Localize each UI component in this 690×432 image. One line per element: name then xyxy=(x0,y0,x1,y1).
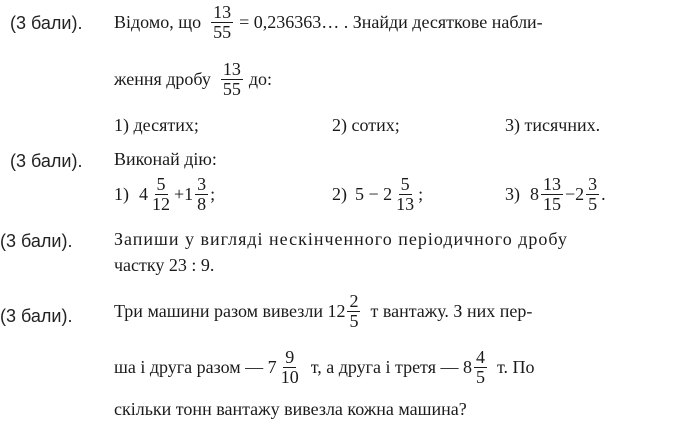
expression-text: 5 − 2 xyxy=(355,183,393,204)
problem-text-line xyxy=(114,3,543,42)
fraction xyxy=(279,348,301,387)
fraction-denominator: 5 xyxy=(475,366,485,387)
problem-text: Виконай дію: xyxy=(114,149,217,169)
fraction-numerator: 4 xyxy=(475,347,485,367)
fraction-denominator: 5 xyxy=(349,310,359,331)
problem-points: (3 бали). xyxy=(0,231,73,251)
fraction-denominator: 8 xyxy=(197,193,207,214)
item-label: 1) xyxy=(114,183,129,204)
fraction-numerator: 3 xyxy=(197,174,207,194)
fraction-denominator: 55 xyxy=(213,21,232,42)
problem-text: Запиши у вигляді нескінченного періодичного дробу xyxy=(114,229,568,249)
punctuation: . xyxy=(601,183,606,204)
whole-number: 8 xyxy=(530,183,539,204)
fraction-numerator: 5 xyxy=(156,174,166,194)
expression-1 xyxy=(114,175,215,214)
problem-text-line xyxy=(114,348,534,387)
problem-points: (3 бали). xyxy=(10,151,83,171)
whole-number: 2 xyxy=(575,183,585,204)
fraction xyxy=(195,175,208,214)
option: 3) тисячних. xyxy=(505,115,601,135)
fraction-denominator: 15 xyxy=(543,193,561,214)
operator: + xyxy=(174,183,185,204)
problem-text: т, а друга і третя — 8 xyxy=(310,356,472,377)
item-label: 2) xyxy=(332,183,347,204)
fraction xyxy=(586,175,599,214)
problem-text: ша і друга разом — 7 xyxy=(114,356,277,377)
fraction xyxy=(211,3,233,42)
fraction xyxy=(474,348,487,387)
whole-number: 1 xyxy=(184,183,194,204)
fraction xyxy=(541,175,563,214)
option: 2) сотих; xyxy=(332,115,400,135)
problem-text: до: xyxy=(248,68,273,89)
whole-number: 4 xyxy=(139,183,148,204)
problem-text-line xyxy=(114,60,272,99)
fraction-numerator: 2 xyxy=(349,291,359,311)
fraction xyxy=(221,60,243,99)
operator: − xyxy=(565,183,576,204)
problem-text: Відомо, що xyxy=(114,11,202,32)
punctuation: ; xyxy=(418,183,424,204)
problem-text: ження дробу xyxy=(114,68,211,89)
punctuation: ; xyxy=(210,183,216,204)
problem-text: т вантажу. З них пер- xyxy=(370,300,533,321)
expression-2 xyxy=(332,175,423,214)
problem-points: (3 бали). xyxy=(0,306,73,326)
fraction-denominator: 13 xyxy=(396,193,415,214)
fraction-numerator: 13 xyxy=(222,59,241,79)
problem-text-line xyxy=(114,292,532,331)
fraction-denominator: 55 xyxy=(222,78,241,99)
fraction-numerator: 13 xyxy=(213,2,232,22)
fraction-denominator: 5 xyxy=(588,193,598,214)
problem-text: скільки тонн вантажу вивезла кожна машина? xyxy=(114,399,467,419)
fraction-numerator: 9 xyxy=(285,347,295,367)
fraction-numerator: 3 xyxy=(588,174,598,194)
fraction-denominator: 12 xyxy=(152,193,170,214)
fraction-denominator: 10 xyxy=(280,366,299,387)
fraction-numerator: 13 xyxy=(543,174,561,194)
fraction xyxy=(150,175,172,214)
fraction-numerator: 5 xyxy=(400,174,410,194)
item-label: 3) xyxy=(505,183,520,204)
option: 1) десятих; xyxy=(114,115,199,135)
fraction xyxy=(347,292,360,331)
fraction xyxy=(394,175,416,214)
problem-text: частку 23 : 9. xyxy=(114,255,215,275)
problem-points: (3 бали). xyxy=(10,13,83,33)
problem-text: т. По xyxy=(496,356,535,377)
problem-text: = 0,236363… . Знайди десяткове набли- xyxy=(239,11,543,32)
problem-text: Три машини разом вивезли 12 xyxy=(114,300,346,321)
expression-3 xyxy=(505,175,606,214)
